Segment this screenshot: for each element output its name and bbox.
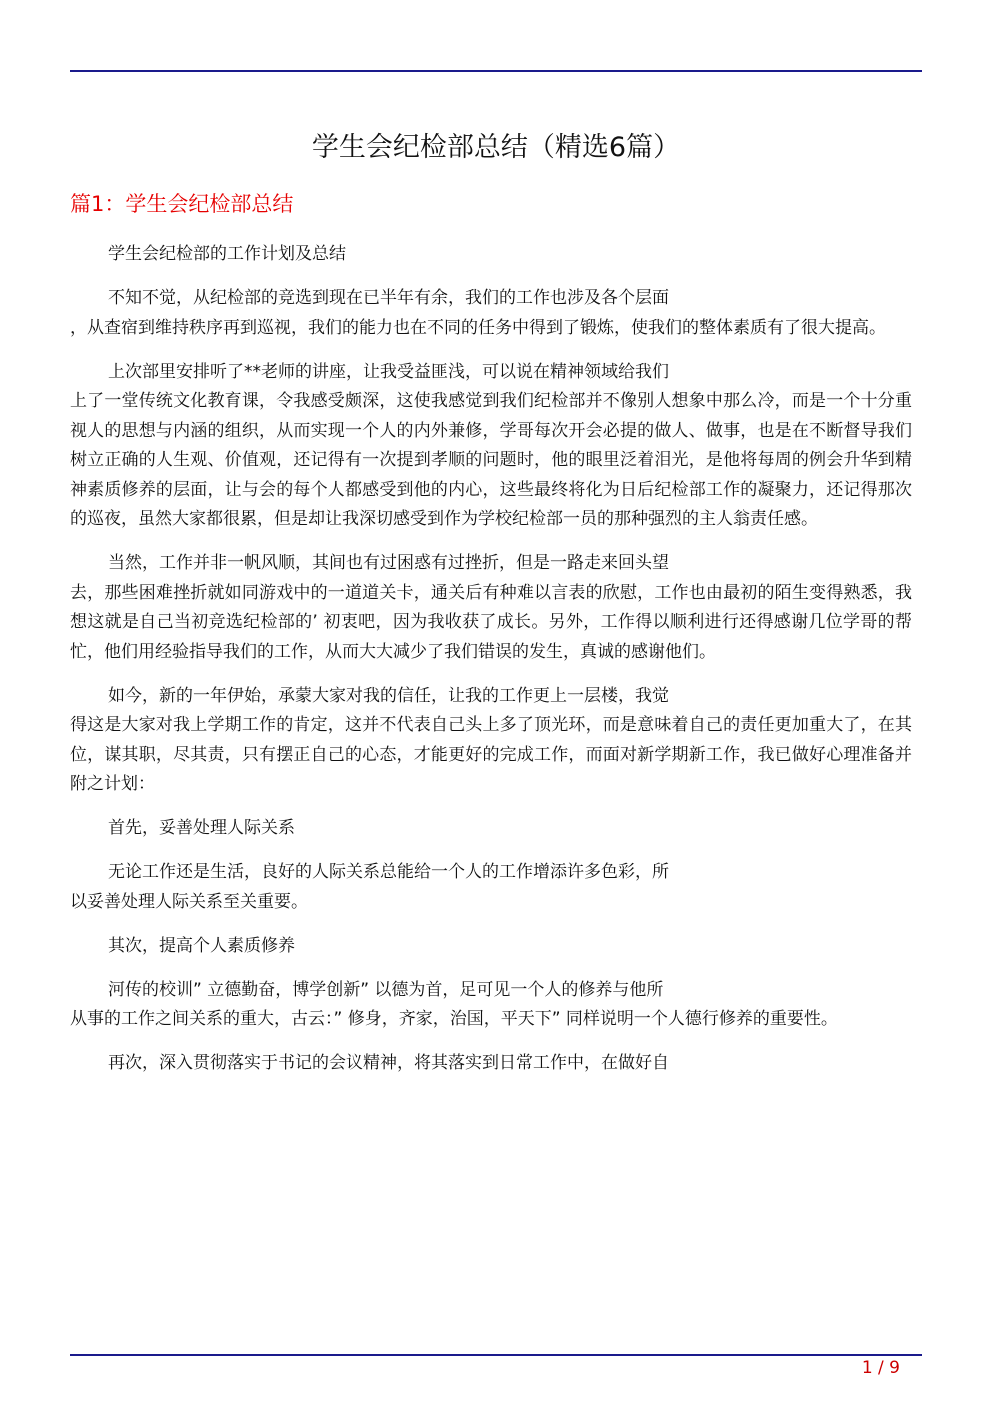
paragraph-first-line: 首先，妥善处理人际关系: [108, 818, 295, 838]
document-body: [70, 240, 912, 1093]
paragraph-first-line: 如今，新的一年伊始，承蒙大家对我的信任，让我的工作更上一层楼，我觉: [108, 685, 669, 706]
section-heading: 篇1：学生会纪检部总结: [70, 192, 294, 216]
paragraph-first-line: 河传的校训” 立德勤奋，博学创新” 以德为首，足可见一个人的修养与他所: [108, 979, 664, 1000]
paragraph: [70, 358, 912, 535]
paragraph-rest: 去，那些困难挫折就如同游戏中的一道道关卡，通关后有种难以言表的欣慰，工作也由最初的陌生变得熟悉，我想这就是自己当初竞选纪检部的’ 初衷吧，因为我收获了成长。另外，工作得以顺利进行还得感谢几位学哥的帮忙，他们用经验指导我们的工作，从而大大减少了我们错误的发生，真诚的感谢他们。: [70, 582, 912, 662]
paragraph-first-line: 无论工作还是生活，良好的人际关系总能给一个人的工作增添许多色彩，所: [108, 862, 669, 882]
paragraph-rest: 得这是大家对我上学期工作的肯定，这并不代表自己头上多了顶光环，而是意味着自己的责任更加重大了，在其位，谋其职，尽其责，只有摆正自己的心态，才能更好的完成工作，而面对新学期新工作，我已做好心理准备并附之计划：: [70, 715, 912, 794]
paragraph: [70, 284, 912, 343]
paragraph-first-line: 不知不觉，从纪检部的竞选到现在已半年有余，我们的工作也涉及各个层面: [108, 288, 669, 308]
paragraph: [70, 858, 912, 917]
paragraph: [70, 814, 912, 844]
paragraph-first-line: 其次，提高个人素质修养: [108, 935, 295, 956]
paragraph-rest: 从事的工作之间关系的重大，古云：” 修身，齐家，治国，平天下” 同样说明一个人德行修养的重要性。: [70, 1009, 838, 1029]
paragraph-rest: 上了一堂传统文化教育课，令我感受颇深，这使我感觉到我们纪检部并不像别人想象中那么冷，而是一个十分重视人的思想与内涵的组织，从而实现一个人的内外兼修，学哥每次开会必提的做人、做事，也是在不断督导我们树立正确的人生观、价值观，还记得有一次提到孝顺的问题时，他的眼里泛着泪光，是他将每周的例会升华到精神素质修养的层面，让与会的每个人都感受到他的内心，这些最终将化为日后纪检部工作的凝聚力，还记得那次的巡夜，虽然大家都很累，但是却让我深切感受到作为学校纪检部一员的那种强烈的主人翁责任感。: [70, 391, 912, 529]
paragraph-first-line: 上次部里安排听了**老师的讲座，让我受益匪浅，可以说在精神领域给我们: [108, 361, 669, 382]
page-number: 1 / 9: [861, 1358, 900, 1378]
paragraph-first-line: 当然，工作并非一帆风顺，其间也有过困惑有过挫折，但是一路走来回头望: [108, 553, 669, 573]
paragraph-rest: 以妥善处理人际关系至关重要。: [70, 891, 308, 912]
paragraph: [70, 932, 912, 962]
paragraph-rest: ，从查宿到维持秩序再到巡视，我们的能力也在不同的任务中得到了锻炼，使我们的整体素质有了很大提高。: [70, 317, 886, 338]
paragraph: [70, 976, 912, 1035]
paragraph-first-line: 再次，深入贯彻落实于书记的会议精神，将其落实到日常工作中，在做好自: [108, 1053, 669, 1073]
header-rule: [70, 70, 922, 72]
paragraph: [70, 240, 912, 270]
paragraph: [70, 682, 912, 800]
document-title: 学生会纪检部总结（精选6篇）: [311, 132, 681, 163]
paragraph: [70, 549, 912, 667]
paragraph: [70, 1049, 912, 1079]
paragraph-first-line: 学生会纪检部的工作计划及总结: [108, 244, 346, 264]
